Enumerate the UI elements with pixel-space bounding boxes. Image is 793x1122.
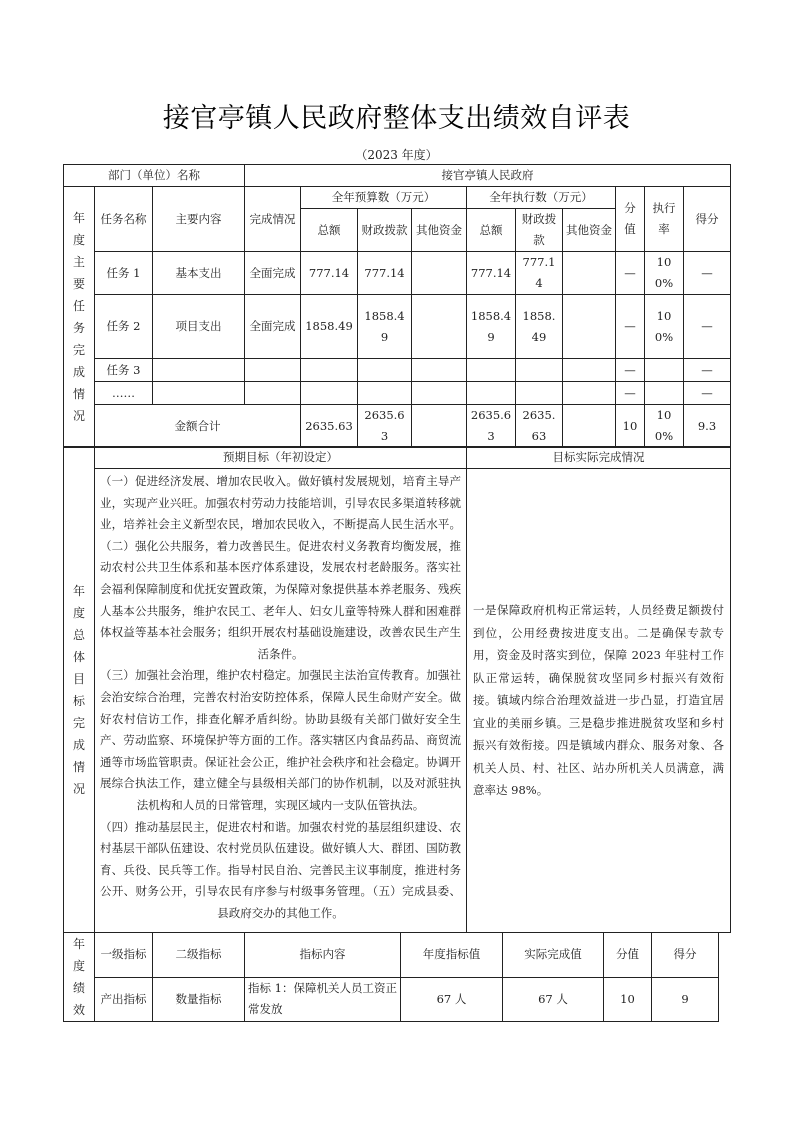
total-exec-other (563, 405, 616, 448)
task-name: 任务 2 (95, 295, 153, 359)
indicator-content: 指标 1：保障机关人员工资正常发放 (245, 977, 401, 1022)
indicator-level2: 数量指标 (153, 977, 245, 1022)
task-exec-other (563, 382, 616, 405)
header-score-value: 分值 (616, 187, 645, 252)
task-exec-fiscal (516, 359, 563, 382)
header-budget-fiscal: 财政拨款 (358, 209, 412, 252)
header-budget-total: 总额 (301, 209, 358, 252)
task-budget-fiscal: 777.14 (358, 252, 412, 295)
expected-goals-header: 预期目标（年初设定） (95, 447, 467, 469)
header-level2: 二级指标 (153, 933, 245, 978)
indicator-row (64, 977, 719, 1022)
header-exec-total: 总额 (467, 209, 516, 252)
document-title: 接官亭镇人民政府整体支出绩效自评表 (162, 103, 631, 134)
task-exec-fiscal: 1858.49 (516, 295, 563, 359)
task-completion (245, 359, 301, 382)
total-budget-total: 2635.63 (301, 405, 358, 448)
task-budget-fiscal (358, 382, 412, 405)
task-completion: 全面完成 (245, 252, 301, 295)
tasks-table (63, 164, 731, 448)
actual-goals-text: 一是保障政府机构正常运转，人员经费足额拨付到位，公用经费按进度支出。二是确保专款专用，资金及时落实到位，保障 2023 年驻村工作队正常运转，确保脱贫攻坚同乡村振兴有效衔接。镇域内综合治理效益进一步凸显，打造宜居宜业的美丽乡镇。三是稳步推进脱贫攻坚和乡村振兴有效衔接。四是镇域内群众、服务对象、各机关人员、村、社区、站办所机关人员满意，满意率达 98%。 (467, 469, 731, 933)
total-exec-fiscal: 2635.63 (516, 405, 563, 448)
indicator-score-value: 10 (604, 977, 652, 1022)
task-score: — (684, 295, 731, 359)
header-task-name: 任务名称 (95, 187, 153, 252)
task-exec-total (467, 382, 516, 405)
task-budget-fiscal (358, 359, 412, 382)
task-exec-other (563, 295, 616, 359)
task-score: — (684, 382, 731, 405)
goals-side-label: 年 度 总 体 目 标 完 成 情 况 (64, 447, 95, 933)
total-budget-fiscal: 2635.63 (358, 405, 412, 448)
header-exec-group: 全年执行数（万元） (467, 187, 616, 209)
task-score: — (684, 252, 731, 295)
year-label: （2023 年度） (355, 148, 438, 162)
task-exec-fiscal (516, 382, 563, 405)
task-row (64, 295, 731, 359)
expected-goals-text (95, 469, 467, 933)
header-indicator-content: 指标内容 (245, 933, 401, 978)
task-exec-rate: 100% (645, 252, 684, 295)
task-row (64, 252, 731, 295)
indicator-level1: 产出指标 (95, 977, 153, 1022)
header-exec-fiscal: 财政拨款 (516, 209, 563, 252)
task-exec-rate: 100% (645, 295, 684, 359)
header-budget-other: 其他资金 (412, 209, 467, 252)
header-actual: 实际完成值 (503, 933, 604, 978)
indicator-target: 67 人 (401, 977, 503, 1022)
task-name: …… (95, 382, 153, 405)
task-exec-total: 1858.49 (467, 295, 516, 359)
expected-goals-paragraph: （一）促进经济发展、增加农民收入。做好镇村发展规划，培育主导产业，实现产业兴旺。加强农村劳动力技能培训，引导农民多渠道转移就业，培养社会主义新型农民，增加农民收入，不断提高人民生活水平。（二）强化公共服务，着力改善民生。促进农村义务教育均衡发展，推动农村公共卫生体系和基本医疗体系建设，发展农村老龄服务。落实社会福利保障制度和优抚安置政策，为保障对象提供基本养老服务、残疾人基本公共服务，维护农民工、老年人、妇女儿童等特殊人群和困难群体权益等基本社会服务；组织开展农村基础设施建设，改善农民生产生活条件。 (100, 474, 461, 661)
task-score-value: — (616, 295, 645, 359)
task-row (64, 359, 731, 382)
task-exec-rate (645, 359, 684, 382)
task-content (153, 382, 245, 405)
total-score: 9.3 (684, 405, 731, 448)
indicator-score: 9 (652, 977, 719, 1022)
header-score-value: 分值 (604, 933, 652, 978)
task-exec-fiscal: 777.14 (516, 252, 563, 295)
task-completion: 全面完成 (245, 295, 301, 359)
total-budget-other (412, 405, 467, 448)
task-exec-total (467, 359, 516, 382)
task-budget-fiscal: 1858.49 (358, 295, 412, 359)
task-exec-other (563, 252, 616, 295)
task-exec-total: 777.14 (467, 252, 516, 295)
total-exec-total: 2635.63 (467, 405, 516, 448)
task-budget-total: 777.14 (301, 252, 358, 295)
task-budget-other (412, 295, 467, 359)
total-label: 金额合计 (95, 405, 301, 448)
expected-goals-paragraph: （三）加强社会治理，维护农村稳定。加强民主法治宣传教育。加强社会治安综合治理，完善农村治安防控体系，保障人民生命财产安全。做好农村信访工作，排查化解矛盾纠纷。协助县级有关部门做好安全生产、劳动监察、环境保护等方面的工作。落实辖区内食品药品、商贸流通等市场监管职责。保证社会公正，维护社会秩序和社会稳定。协调开展综合执法工作，建立健全与县级相关部门的协作机制，以及对派驻执法机构和人员的日常管理，实现区域内一支队伍管执法。 (100, 668, 461, 812)
total-exec-rate: 100% (645, 405, 684, 448)
performance-side-label: 年 度 绩 效 (64, 933, 95, 1022)
task-score-value: — (616, 252, 645, 295)
task-score-value: — (616, 382, 645, 405)
header-exec-rate: 执行率 (645, 187, 684, 252)
indicator-actual: 67 人 (503, 977, 604, 1022)
header-score: 得分 (684, 187, 731, 252)
task-content: 项目支出 (153, 295, 245, 359)
header-exec-other: 其他资金 (563, 209, 616, 252)
actual-goals-header: 目标实际完成情况 (467, 447, 731, 469)
total-score-value: 10 (616, 405, 645, 448)
header-level1: 一级指标 (95, 933, 153, 978)
task-name: 任务 1 (95, 252, 153, 295)
task-row (64, 382, 731, 405)
task-budget-other (412, 382, 467, 405)
unit-value: 接官亭镇人民政府 (245, 165, 731, 187)
expected-goals-paragraph: （四）推动基层民主，促进农村和谐。加强农村党的基层组织建设、农村基层干部队伍建设、农村党员队伍建设。做好镇人大、群团、国防教育、兵役、民兵等工作。指导村民自治、完善民主议事制度，推进村务公开、财务公开，引导农民有序参与村级事务管理。（五）完成县委、县政府交办的其他工作。 (100, 819, 461, 920)
total-row (64, 405, 731, 448)
header-completion: 完成情况 (245, 187, 301, 252)
task-score: — (684, 359, 731, 382)
task-content: 基本支出 (153, 252, 245, 295)
task-name: 任务 3 (95, 359, 153, 382)
header-target: 年度指标值 (401, 933, 503, 978)
task-exec-rate (645, 382, 684, 405)
task-budget-other (412, 359, 467, 382)
task-budget-total: 1858.49 (301, 295, 358, 359)
task-content (153, 359, 245, 382)
task-budget-other (412, 252, 467, 295)
unit-label: 部门（单位）名称 (64, 165, 245, 187)
task-exec-other (563, 359, 616, 382)
tasks-side-label: 年 度 主 要 任 务 完 成 情 况 (64, 187, 95, 448)
performance-table (63, 932, 719, 1022)
task-completion (245, 382, 301, 405)
header-main-content: 主要内容 (153, 187, 245, 252)
header-score: 得分 (652, 933, 719, 978)
header-budget-group: 全年预算数（万元） (301, 187, 467, 209)
task-budget-total (301, 382, 358, 405)
task-score-value: — (616, 359, 645, 382)
goals-table (63, 446, 731, 933)
task-budget-total (301, 359, 358, 382)
